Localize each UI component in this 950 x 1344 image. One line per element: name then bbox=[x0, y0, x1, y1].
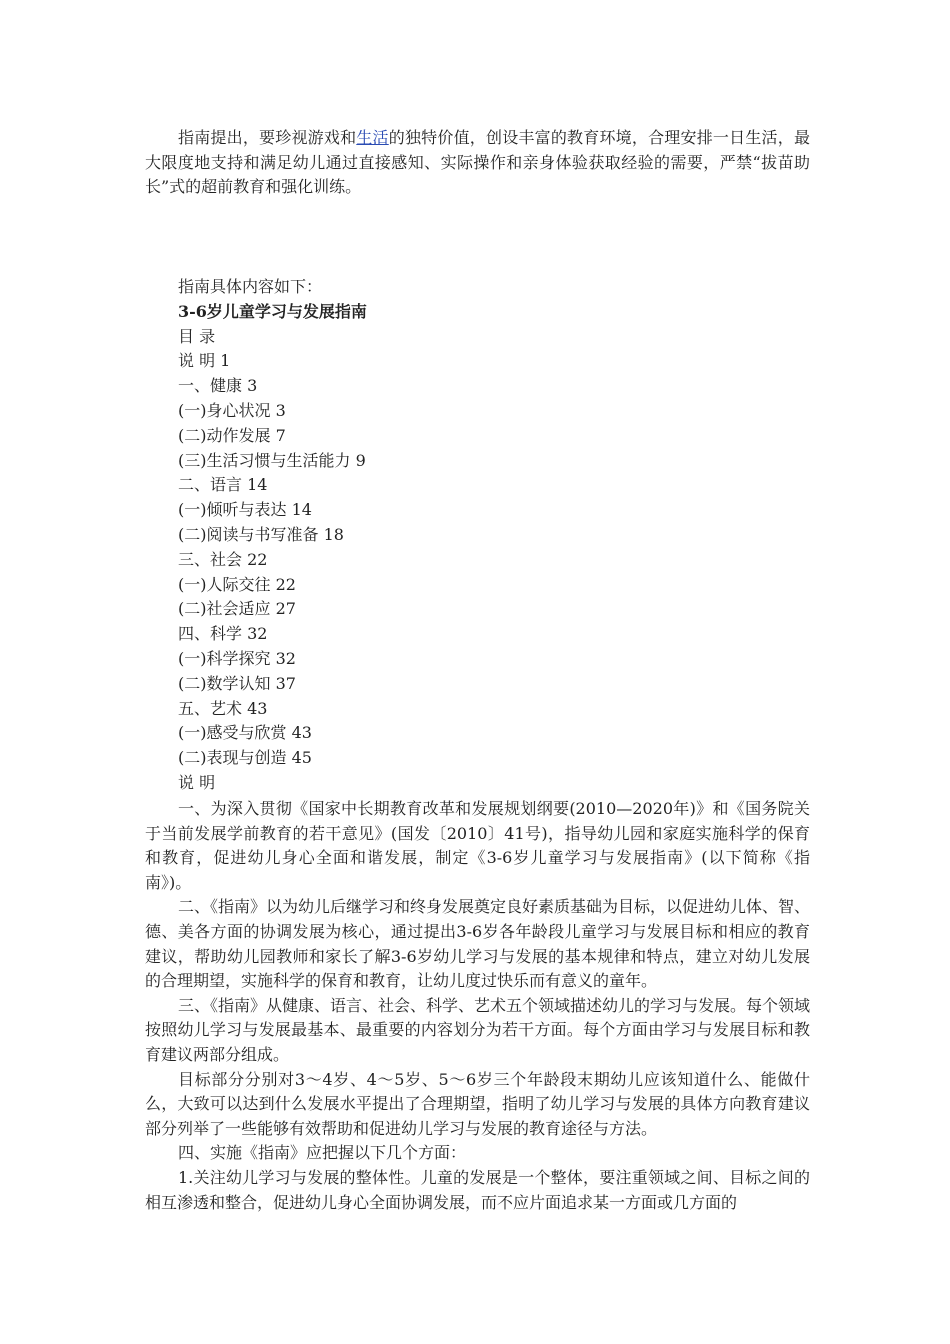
intro-section bbox=[145, 126, 810, 200]
section-heading: 说 明 bbox=[178, 772, 216, 792]
toc-item: (三)生活习惯与生活能力 9 bbox=[178, 450, 366, 470]
toc-item: (二)动作发展 7 bbox=[178, 425, 286, 445]
life-link[interactable]: 生活 bbox=[356, 128, 389, 147]
toc-item: 二、语言 14 bbox=[178, 475, 268, 495]
toc-item: 五、艺术 43 bbox=[178, 698, 268, 718]
intro-text-end: 的独特价值，创设丰富的教育环境，合理安排一日生活，最大限度地支持和满足幼儿通过直接感知、实际操作和亲身体验获取经验的需要，严禁“拔苗助长”式的超前教育和强化训练。 bbox=[145, 128, 810, 197]
toc-item: (一)感受与欣赏 43 bbox=[178, 723, 312, 743]
toc-item: 四、科学 32 bbox=[178, 624, 268, 644]
body-paragraph: 三、《指南》从健康、语言、社会、科学、艺术五个领域描述幼儿的学习与发展。每个领域按照幼儿学习与发展最基本、最重要的内容划分为若干方面。每个方面由学习与发展目标和教育建议两部分组成。 bbox=[145, 995, 811, 1064]
toc-heading: 目 录 bbox=[178, 326, 216, 346]
toc-item: (一)身心状况 3 bbox=[178, 400, 286, 420]
table-of-contents bbox=[145, 275, 367, 796]
body-paragraph: 四、实施《指南》应把握以下几个方面： bbox=[178, 1143, 467, 1163]
toc-item: 三、社会 22 bbox=[178, 549, 268, 569]
toc-item: (二)数学认知 37 bbox=[178, 673, 296, 693]
body-paragraph: 目标部分分别对3～4岁、4～5岁、5～6岁三个年龄段末期幼儿应该知道什么、能做什么，大致可以达到什么发展水平提出了合理期望，指明了幼儿学习与发展的具体方向教育建议部分列举了一些能够有效帮助和促进幼儿学习与发展的教育途径与方法。 bbox=[145, 1069, 810, 1138]
body-paragraph: 二、《指南》以为幼儿后继学习和终身发展奠定良好素质基础为目标，以促进幼儿体、智、德、美各方面的协调发展为核心，通过提出3-6岁各年龄段儿童学习与发展目标和相应的教育建议，帮助幼儿园教师和家长了解3-6岁幼儿学习与发展的基本规律和特点，建立对幼儿发展的合理期望，实施科学的保育和教育，让幼儿度过快乐而有意义的童年。 bbox=[145, 897, 811, 991]
toc-intro: 指南具体内容如下： bbox=[178, 277, 323, 296]
intro-text-start: 指南提出，要珍视游戏和 bbox=[178, 128, 357, 147]
body-paragraph: 1.关注幼儿学习与发展的整体性。儿童的发展是一个整体，要注重领域之间、目标之间的相互渗透和整合，促进幼儿身心全面协调发展，而不应片面追求某一方面或几方面的 bbox=[145, 1167, 810, 1212]
intro-paragraph bbox=[145, 126, 810, 200]
toc-item: (二)阅读与书写准备 18 bbox=[178, 524, 344, 544]
toc-item: (二)表现与创造 45 bbox=[178, 748, 312, 768]
toc-item: (一)倾听与表达 14 bbox=[178, 500, 312, 520]
body-paragraph: 一、为深入贯彻《国家中长期教育改革和发展规划纲要(2010—2020年)》和《国务院关于当前发展学前教育的若干意见》(国发〔2010〕41号)，指导幼儿园和家庭实施科学的保育和教育，促进幼儿身心全面和谐发展，制定《3-6岁儿童学习与发展指南》(以下简称《指南》)。 bbox=[145, 799, 810, 892]
explanation-section bbox=[145, 797, 810, 1215]
toc-item: 一、健康 3 bbox=[178, 376, 258, 396]
doc-title: 3-6岁儿童学习与发展指南 bbox=[178, 301, 367, 321]
toc-item: (二)社会适应 27 bbox=[178, 599, 296, 619]
toc-item: (一)科学探究 32 bbox=[178, 648, 296, 668]
toc-item: 说 明 1 bbox=[178, 351, 231, 371]
toc-item: (一)人际交往 22 bbox=[178, 574, 296, 594]
